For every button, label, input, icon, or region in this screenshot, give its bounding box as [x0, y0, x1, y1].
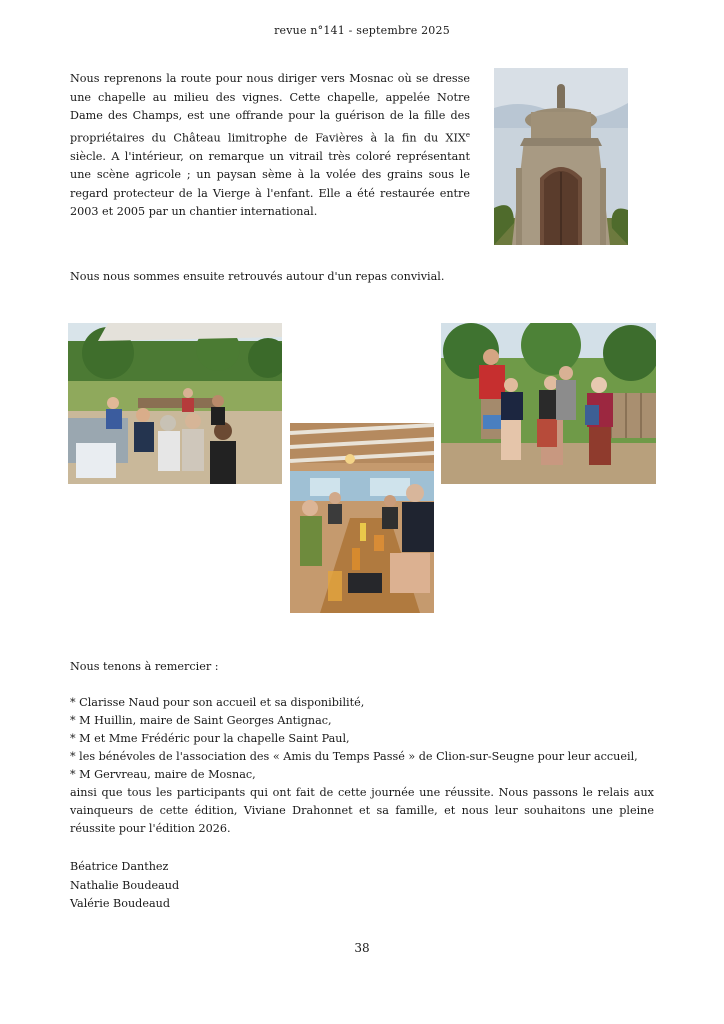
thanks-item: * M et Mme Frédéric pour la chapelle Saint Paul, — [70, 732, 350, 745]
outdoor-meal-photo — [68, 323, 282, 484]
thanks-closing: ainsi que tous les participants qui ont fait de cette journée une réussite. Nous passons le relais aux vainqueurs de cette édition, Viviane Drahonnet et sa famille, et nous leur souhaitons une pleine réussite pour l'édition 2026. — [70, 786, 654, 835]
group-prize-photo — [441, 323, 656, 484]
thanks-title: Nous tenons à remercier : — [70, 660, 219, 673]
thanks-item: * M Huillin, maire de Saint Georges Antignac, — [70, 714, 332, 727]
signatures — [70, 858, 179, 914]
page-header: revue n°141 - septembre 2025 — [274, 24, 450, 37]
thanks-item: * M Gervreau, maire de Mosnac, — [70, 768, 256, 781]
signature-name: Béatrice Danthez — [70, 860, 169, 873]
chapel-photo — [494, 68, 628, 245]
meal-paragraph: Nous nous sommes ensuite retrouvés autour d'un repas convivial. — [70, 270, 445, 283]
intro-text-a: Nous reprenons la route pour nous diriger vers Mosnac où se dresse une chapelle au milieu des vignes. Cette chapelle, appelée Notre Dame des Champs, est une offrande pour la guérison de la fille des propriétaires du Château limitrophe de Favières à la fin du XIX — [70, 72, 470, 145]
intro-text-b: siècle. A l'intérieur, on remarque un vitrail très coloré représentant une scène agricole ; un paysan sème à la volée des grains sous le regard protecteur de la Vierge à l'enfant. Elle a été restaurée entre 2003 et 2005 par un chantier international. — [70, 149, 470, 219]
indoor-meal-photo — [290, 423, 434, 613]
intro-superscript: e — [465, 130, 470, 139]
thanks-item: * Clarisse Naud pour son accueil et sa disponibilité, — [70, 696, 365, 709]
signature-name: Valérie Boudeaud — [70, 897, 171, 910]
intro-paragraph — [70, 70, 470, 222]
page-number: 38 — [354, 941, 370, 955]
signature-name: Nathalie Boudeaud — [70, 878, 180, 892]
thanks-item: * les bénévoles de l'association des « Amis du Temps Passé » de Clion-sur-Seugne pour leur accueil, — [70, 750, 638, 763]
acknowledgements — [70, 658, 654, 838]
